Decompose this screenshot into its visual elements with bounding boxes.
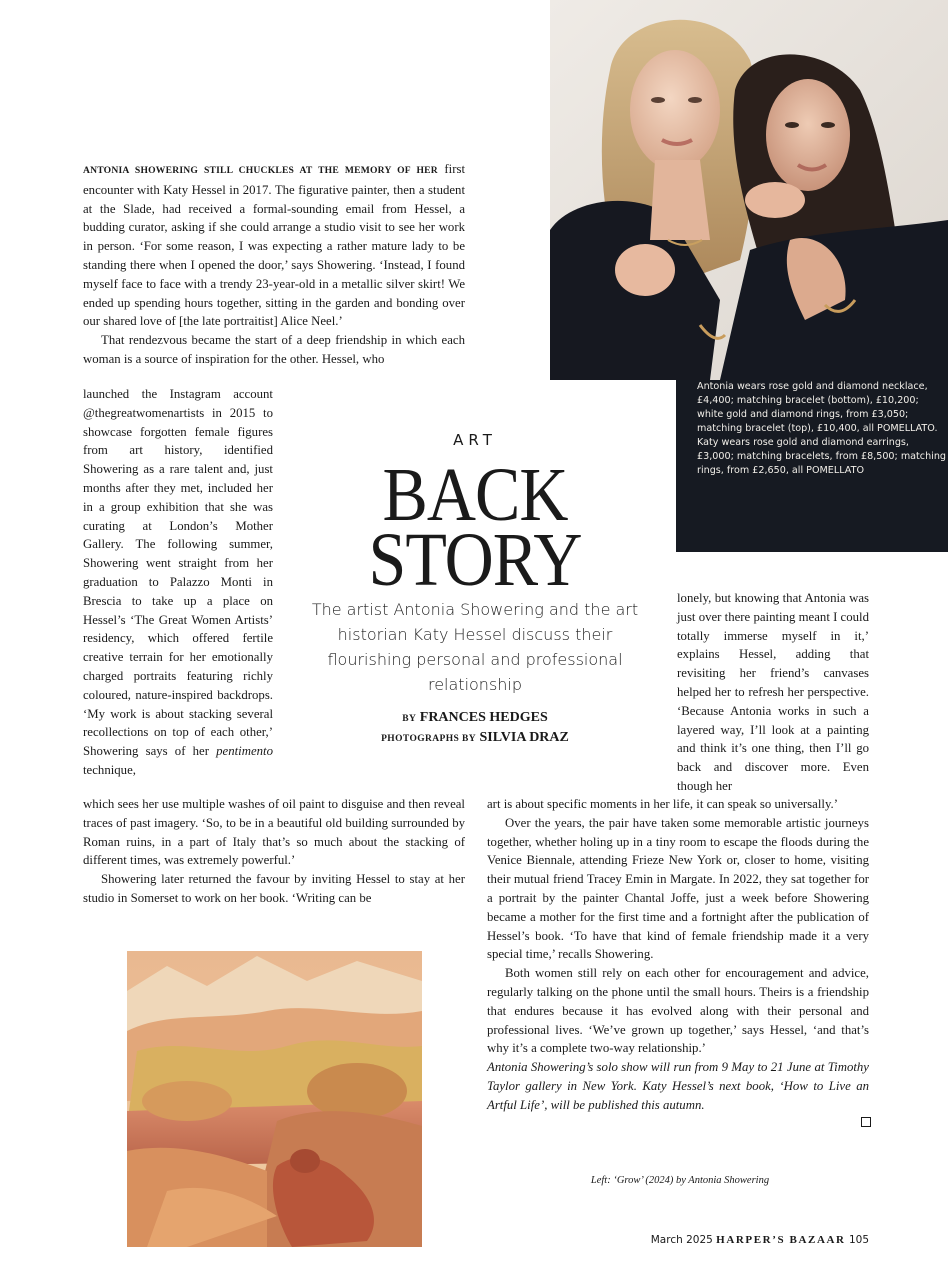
pentimento-italic: pentimento <box>216 744 273 759</box>
article-intro <box>83 160 465 369</box>
headline <box>300 451 650 602</box>
article-narrow-column <box>83 385 273 780</box>
article-right-column <box>487 795 869 1115</box>
article-left-lower <box>83 795 465 908</box>
paragraph-5: Both women still rely on each other for encouragement and advice, regularly talking on the phone until the small hours. Theirs is a friendship that endures because it has evolved along with their personal and professional lives. ‘We’ve grown up together,’ says Hessel, ‘and that’s why it’s a complete two-way relationship.’ <box>487 966 869 1056</box>
photo-credit <box>320 730 630 746</box>
section-kicker: ART <box>453 431 497 449</box>
photographer-name: SILVIA DRAZ <box>479 730 569 745</box>
author-name: FRANCES HEDGES <box>419 710 548 725</box>
paragraph-2-top: That rendezvous became the start of a deep friendship in which each woman is a source of inspiration for the other. Hessel, who <box>83 333 465 366</box>
article-right-narrow <box>677 589 869 796</box>
paragraph-1: first encounter with Katy Hessel in 2017. The figurative painter, then a student at the Slade, had received a formal-sounding email from Hessel, a budding curator, asking if she could arrange a studio visit to see her work in person. ‘For some reason, I was expecting a rather mature lady to be standing there when I opened the door,’ says Showering. ‘Instead, I found myself face to face with a trendy 23-year-old in a metallic silver skirt! We ended up spending hours together, sitting in the garden and bonding over our shared love of [the late portraitist] Alice Neel.’ <box>83 162 466 329</box>
painting-caption: Left: ‘Grow’ (2024) by Antonia Showering <box>590 1175 770 1186</box>
standfirst: The artist Antonia Showering and the art historian Katy Hessel discuss their flourishing personal and professional relationship <box>311 600 639 694</box>
end-mark-icon <box>861 1117 871 1127</box>
paragraph-3: Showering later returned the favour by inviting Hessel to stay at her studio in Somerset to work on her book. ‘Writing can be <box>83 872 465 905</box>
headline-line-2: STORY <box>368 516 582 602</box>
issue-date: March 2025 <box>650 1234 713 1246</box>
portrait-photo <box>550 0 948 380</box>
byline-label: BY <box>402 714 417 724</box>
painting-grow <box>127 951 422 1247</box>
photo-caption: Antonia wears rose gold and diamond necklace, £4,400; matching bracelet (bottom), £10,200; white gold and diamond rings, from £3,050; matching bracelet (top), £10,400, all POMELLATO. Katy wears rose gold and diamond earrings, £3,000; matching bracelets, from £8,500; matching rings, from £2,650, all POMELLATO <box>697 381 946 476</box>
photo-caption-box <box>676 380 948 552</box>
paragraph-3-end: art is about specific moments in her life, it can speak so universally.’ <box>487 797 838 811</box>
paragraph-2-after: technique, <box>83 762 136 777</box>
headline-line-1: BACK <box>382 451 568 538</box>
paragraph-3-continued: lonely, but knowing that Antonia was just over there painting meant I could totally immerse myself in it,’ explains Hessel, adding that revisiting her friend’s canvases helped her to refresh her perspective. ‘Because Antonia works in such a layered way, I’ll look at a painting and think it’s one thing, then I’ll go back and discover more. Even though her <box>677 591 869 793</box>
photo-credit-label: PHOTOGRAPHS BY <box>381 734 477 744</box>
page-footer <box>600 1234 869 1246</box>
paragraph-4: Over the years, the pair have taken some memorable artistic journeys together, whether holing up in a tiny room to escape the floods during the Venice Biennale, attending Frieze New York or, closer to home, visiting their mutual friend Tracey Emin in Margate. In 2022, they sat together for a portrait by the painter Chantal Joffe, just a week before Showering became a mother for the first time and a fortnight after the publication of Hessel’s book. ‘To have that kind of female friendship made it a very special time,’ recalls Showering. <box>487 815 869 962</box>
lead-caps: ANTONIA SHOWERING STILL CHUCKLES AT THE MEMORY OF HER <box>83 165 438 176</box>
page-number: 105 <box>848 1234 869 1246</box>
paragraph-2-narrow: launched the Instagram account @thegreatwomenartists in 2015 to showcase forgotten female figures from art history, identified Showering as a rare talent and, just months after they met, included her in a group exhibition that she was curating at London’s Mother Gallery. The following summer, Showering went straight from her graduation to Palazzo Monti in Brescia to take up a place on Hessel’s ‘The Great Women Artists’ residency, which offered fertile creative terrain for her emotionally charged portraits featuring richly coloured, nature-inspired backdrops. ‘My work is about stacking several recollections on top of each other,’ Showering says of her <box>83 387 273 759</box>
portrait-photo-illustration <box>550 0 948 380</box>
magazine-brand: HARPER’S BAZAAR <box>716 1234 846 1246</box>
paragraph-2-bottom: which sees her use multiple washes of oil paint to disguise and then reveal traces of past imagery. ‘So, to be in a beautiful old building surrounded by Roman ruins, in a part of Italy that’s so much about the stacking of different times, was extremely powerful.’ <box>83 797 465 868</box>
painting-illustration <box>127 951 422 1247</box>
byline <box>320 710 630 726</box>
show-info-italic: Antonia Showering’s solo show will run from 9 May to 21 June at Timothy Taylor gallery in New York. Katy Hessel’s next book, ‘How to Live an Artful Life’, will be published this autumn. <box>487 1060 869 1112</box>
